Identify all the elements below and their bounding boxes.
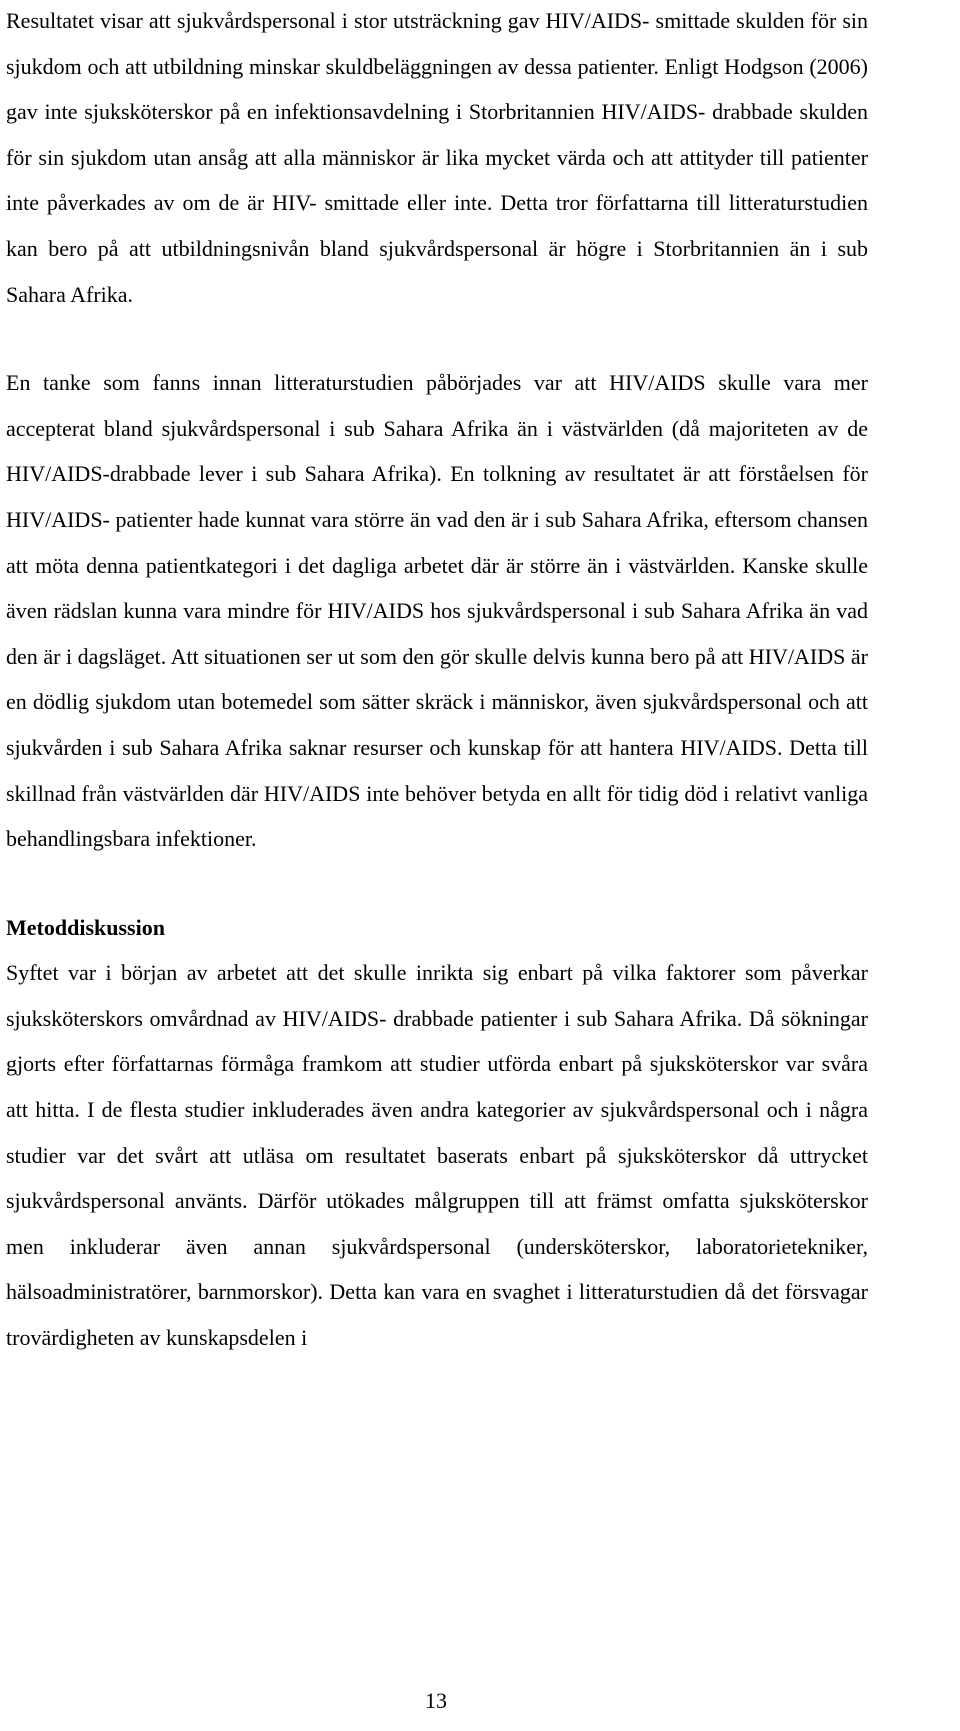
document-page [6,0,868,1361]
paragraph-acceptance-discussion: En tanke som fanns innan litteraturstudien påbörjades var att HIV/AIDS skulle vara mer accepterat bland sjukvårdspersonal i sub Sahara Afrika än i västvärlden (då majoriteten av de HIV/AIDS-drabbade lever i sub Sahara Afrika). En tolkning av resultatet är att förståelsen för HIV/AIDS- patienter hade kunnat vara större än vad den är i sub Sahara Afrika, eftersom chansen att möta denna patientkategori i det dagliga arbetet där är större än i västvärlden. Kanske skulle även rädslan kunna vara mindre för HIV/AIDS hos sjukvårdspersonal i sub Sahara Afrika än vad den är i dagsläget. Att situationen ser ut som den gör skulle delvis kunna bero på att HIV/AIDS är en dödlig sjukdom utan botemedel som sätter skräck i människor, även sjukvårdspersonal och att sjukvården i sub Sahara Afrika saknar resurser och kunskap för att hantera HIV/AIDS. Detta till skillnad från västvärlden där HIV/AIDS inte behöver betyda en allt för tidig död i relativt vanliga behandlingsbara infektioner. [6,370,868,852]
paragraph-results-summary: Resultatet visar att sjukvårdspersonal i stor utsträckning gav HIV/AIDS- smittade skulden för sin sjukdom och att utbildning minskar skuldbeläggningen av dessa patienter. Enligt Hodgson (2006) gav inte sjuksköterskor på en infektionsavdelning i Storbritannien HIV/AIDS- drabbade skulden för sin sjukdom utan ansåg att alla människor är lika mycket värda och att attityder till patienter inte påverkades av om de är HIV- smittade eller inte. Detta tror författarna till litteraturstudien kan bero på att utbildningsnivån bland sjukvårdspersonal är högre i Storbritannien än i sub Sahara Afrika. [6,8,868,307]
paragraph-method-discussion: Syftet var i början av arbetet att det skulle inrikta sig enbart på vilka faktorer som påverkar sjuksköterskors omvårdnad av HIV/AIDS- drabbade patienter i sub Sahara Afrika. Då sökningar gjorts efter författarnas förmåga framkom att studier utförda enbart på sjuksköterskor var svåra att hitta. I de flesta studier inkluderades även andra kategorier av sjukvårdspersonal och i några studier var det svårt att utläsa om resultatet baserats enbart på sjuksköterskor då uttrycket sjukvårdspersonal använts. Därför utökades målgruppen till att främst omfatta sjuksköterskor men inkluderar även annan sjukvårdspersonal (undersköterskor, laboratorietekniker, hälsoadministratörer, barnmorskor). Detta kan vara en svaghet i litteraturstudien då det försvagar trovärdigheten av kunskapsdelen i [6,960,868,1351]
page-number: 13 [425,1688,447,1713]
section-heading-metoddiskussion: Metoddiskussion [6,914,165,940]
